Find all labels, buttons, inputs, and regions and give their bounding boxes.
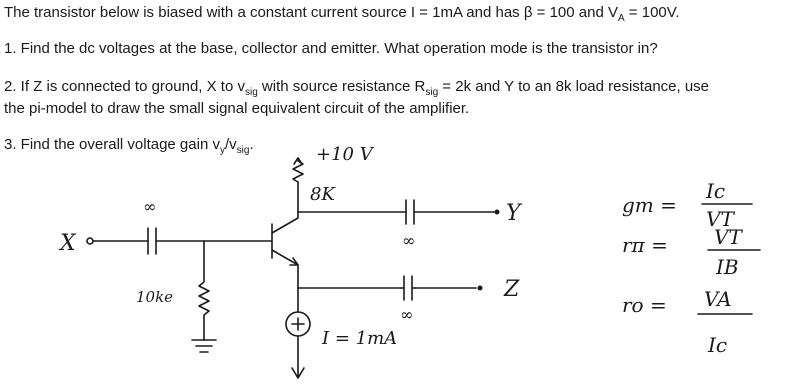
gm-numerator: Ic <box>706 179 726 203</box>
rpi-denominator: IB <box>716 255 739 279</box>
node-z-terminal <box>478 286 483 291</box>
supply-label: +10 V <box>316 144 373 165</box>
output-capacitor <box>406 200 414 224</box>
node-y-label: Y <box>506 201 521 226</box>
transistor-collector <box>272 182 298 233</box>
node-x-label: X <box>60 231 76 256</box>
input-cap-label: ∞ <box>143 197 157 216</box>
base-resistor-label: 10ke <box>136 288 174 306</box>
question-3: 3. Find the overall voltage gain $v_y/v_{sig}$. <box>4 136 254 156</box>
emitter-cap-label: ∞ <box>400 305 414 324</box>
ground-symbol <box>192 340 216 352</box>
rpi-formula <box>622 225 760 279</box>
node-z-label: Z <box>504 277 520 302</box>
ro-lhs: ro = <box>622 293 667 317</box>
input-capacitor <box>148 228 156 254</box>
question-2-line-2: the pi-model to draw the small signal equivalent circuit of the amplifier. <box>4 100 470 117</box>
rpi-lhs: rπ = <box>622 233 668 257</box>
node-x-terminal <box>87 238 93 244</box>
question-2-line-1: 2. If Z is connected to ground, X to $v_{sig}$ with source resistance $R_{sig} = 2k$ and Y to an 8k load resistance, use <box>4 78 710 98</box>
current-source-label: I = 1mA <box>322 328 398 349</box>
node-y-terminal <box>495 210 500 215</box>
collector-resistor-label: 8K <box>310 184 335 205</box>
base-resistor <box>199 241 209 340</box>
ro-formula <box>622 287 752 357</box>
ro-denominator: Ic <box>708 333 728 357</box>
output-cap-label: ∞ <box>402 231 416 250</box>
current-direction-arrow <box>292 336 304 378</box>
rpi-numerator: VT <box>714 225 742 249</box>
transistor-emitter <box>272 250 298 288</box>
gm-formula <box>622 179 752 231</box>
collector-resistor <box>293 158 303 182</box>
gm-lhs: gm = <box>622 193 677 217</box>
gm-denominator: VT <box>706 207 734 231</box>
intro-text: The transistor below is biased with a constant current source I = 1mA and has β = 100 and $V_A = 100V$. <box>4 4 680 24</box>
current-source-plus-sign <box>292 318 304 330</box>
emitter-capacitor <box>404 276 412 300</box>
ro-numerator: VA <box>704 287 732 311</box>
question-1: 1. Find the dc voltages at the base, collector and emitter. What operation mode is the transistor in? <box>4 40 658 57</box>
